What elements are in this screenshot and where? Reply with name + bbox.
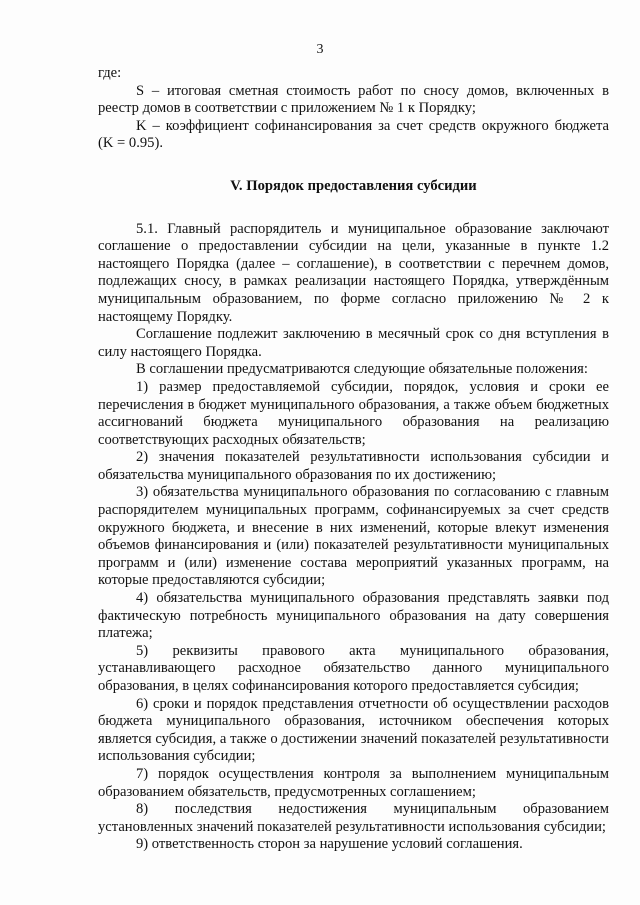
paragraph-provisions-intro: В соглашении предусматриваются следующие обязательные положения: xyxy=(136,361,588,378)
list-item-8: 8) последствия недостижения муниципальным образованием установленных значений показателей результативности использования субсидии; xyxy=(98,801,609,835)
s-definition: S – итоговая сметная стоимость работ по сносу домов, включенных в реестр домов в соответствии с приложением № 1 к Порядку; xyxy=(98,82,609,117)
list-item-9: 9) ответственность сторон за нарушение условий соглашения. xyxy=(136,836,523,853)
page-number: 3 xyxy=(316,42,324,57)
paragraph-agreement-term: Соглашение подлежит заключению в месячный срок со дня вступления в силу настоящего Порядка. xyxy=(98,326,609,360)
section-heading: V. Порядок предоставления субсидии xyxy=(230,177,477,194)
list-item-3: 3) обязательства муниципального образования по согласованию с главным распорядителем муниципальных программ, софинансируемых за счет средств окружного бюджета, и внесение в них изменений, которые влекут изменения объемов финансирования и (или) показателей результативности муниципальных программ и (или) изменение состава мероприятий указанных программ, на которые предоставляются субсидии; xyxy=(98,484,609,589)
list-item-5: 5) реквизиты правового акта муниципального образования, устанавливающего расходное обязательство данного муниципального образования, в целях софинансирования которого предоставляется субсидия; xyxy=(98,642,609,694)
list-item-6: 6) сроки и порядок представления отчетности об осуществлении расходов бюджета муниципального образования, источником обеспечения которых является субсидия, а также о достижении значений показателей результативности использования субсидии; xyxy=(98,695,609,765)
document-body xyxy=(98,65,609,854)
list-item-2: 2) значения показателей результативности использования субсидии и обязательства муниципального образования по их достижению; xyxy=(98,449,609,483)
list-item-1: 1) размер предоставляемой субсидии, порядок, условия и сроки ее перечисления в бюджет муниципального образования, а также объем бюджетных ассигнований бюджета муниципального образования на реализацию соответствующих расходных обязательств; xyxy=(98,378,609,448)
list-item-7: 7) порядок осуществления контроля за выполнением муниципальным образованием обязательств, предусмотренных соглашением; xyxy=(98,765,609,800)
list-item-4: 4) обязательства муниципального образования представлять заявки под фактическую потребность муниципального образования на дату совершения платежа; xyxy=(98,590,609,642)
paragraph-5-1: 5.1. Главный распорядитель и муниципальное образование заключают соглашение о предоставлении субсидии на цели, указанные в пункте 1.2 настоящего Порядка (далее – соглашение), в соответствии с перечнем домов, подлежащих сносу, в рамках реализации настоящего Порядка, утверждённым муниципальным образованием, по форме согласно приложению № 2 к настоящему Порядку. xyxy=(98,220,609,325)
k-definition: K – коэффициент софинансирования за счет средств окружного бюджета (K = 0.95). xyxy=(98,117,609,152)
formula-intro: где: xyxy=(98,65,122,81)
